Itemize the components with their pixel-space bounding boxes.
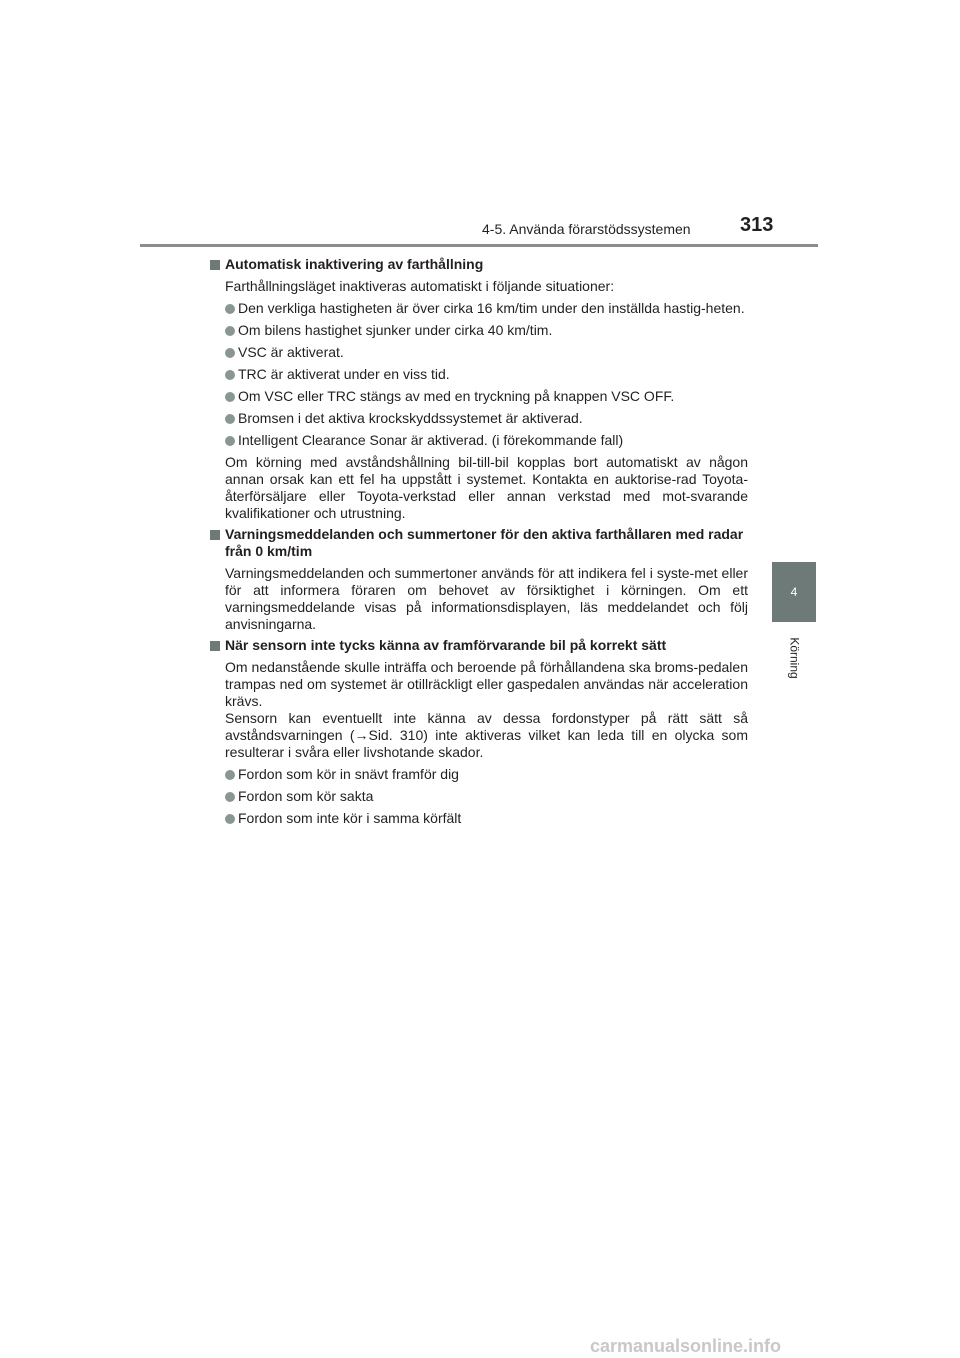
circle-bullet-icon bbox=[225, 326, 235, 336]
list-item: Om bilens hastighet sjunker under cirka 40 km/tim. bbox=[210, 322, 748, 339]
section-intro-2: Sensorn kan eventuellt inte känna av dessa fordonstyper på rätt sätt så avståndsvarningen (→Sid. 310) inte aktiveras vilket kan leda till en olycka som resulterar i svåra eller livshotande skador. bbox=[225, 710, 748, 760]
circle-bullet-icon bbox=[225, 392, 235, 402]
list-item: Fordon som kör sakta bbox=[210, 788, 748, 805]
list-item: VSC är aktiverat. bbox=[210, 344, 748, 361]
section-warnings bbox=[210, 526, 748, 633]
square-bullet-icon bbox=[210, 641, 220, 651]
square-bullet-icon bbox=[210, 530, 220, 540]
section-intro: Om nedanstående skulle inträffa och beroende på förhållandena ska broms-pedalen trampas ned om systemet är otillräckligt eller gaspedalen användas när acceleration krävs. bbox=[225, 659, 748, 709]
circle-bullet-icon bbox=[225, 348, 235, 358]
chapter-label-text: Körning bbox=[788, 637, 802, 679]
list-item: Den verkliga hastigheten är över cirka 16 km/tim under den inställda hastig-heten. bbox=[210, 300, 748, 317]
list-item: Om VSC eller TRC stängs av med en tryckning på knappen VSC OFF. bbox=[210, 388, 748, 405]
section-heading: När sensorn inte tycks känna av framförvarande bil på korrekt sätt bbox=[210, 637, 748, 654]
circle-bullet-icon bbox=[225, 792, 235, 802]
header-rule bbox=[140, 244, 818, 247]
section-heading: Varningsmeddelanden och summertoner för den aktiva farthållaren med radar från 0 km/tim bbox=[210, 526, 748, 560]
page-content bbox=[210, 252, 748, 828]
watermark: carmanualsonline.info bbox=[590, 1336, 782, 1356]
section-note: Om körning med avståndshållning bil-till-bil kopplas bort automatiskt av någon annan orsak kan ett fel ha uppstått i systemet. Kontakta en auktorise-rad Toyota-återförsäljare eller Toyota-verkstad eller annan verkstad med mot-svarande kvalifikationer och utrustning. bbox=[225, 454, 748, 521]
list-item: Fordon som kör in snävt framför dig bbox=[210, 766, 748, 783]
circle-bullet-icon bbox=[225, 814, 235, 824]
chapter-tab bbox=[772, 562, 816, 622]
chapter-number: 4 bbox=[790, 585, 798, 599]
chapter-label bbox=[780, 628, 810, 688]
circle-bullet-icon bbox=[225, 304, 235, 314]
circle-bullet-icon bbox=[225, 770, 235, 780]
page-number: 313 bbox=[740, 214, 774, 236]
circle-bullet-icon bbox=[225, 370, 235, 380]
circle-bullet-icon bbox=[225, 436, 235, 446]
section-intro: Farthållningsläget inaktiveras automatiskt i följande situationer: bbox=[225, 278, 615, 294]
running-header: 4-5. Använda förarstödssystemen bbox=[482, 221, 691, 237]
section-heading: Automatisk inaktivering av farthållning bbox=[210, 256, 748, 273]
circle-bullet-icon bbox=[225, 414, 235, 424]
square-bullet-icon bbox=[210, 260, 220, 270]
list-item: Bromsen i det aktiva krockskyddssystemet är aktiverad. bbox=[210, 410, 748, 427]
list-item: TRC är aktiverat under en viss tid. bbox=[210, 366, 748, 383]
list-item: Intelligent Clearance Sonar är aktiverad. (i förekommande fall) bbox=[210, 432, 748, 449]
section-sensor-detection bbox=[210, 637, 748, 827]
list-item: Fordon som inte kör i samma körfält bbox=[210, 810, 748, 827]
section-intro: Varningsmeddelanden och summertoner används för att indikera fel i syste-met eller för att informera föraren om behovet av försiktighet i körningen. Om ett varningsmeddelande visas på informationsdisplayen, läs meddelandet och följ anvisningarna. bbox=[225, 565, 748, 632]
section-auto-deactivation bbox=[210, 256, 748, 522]
